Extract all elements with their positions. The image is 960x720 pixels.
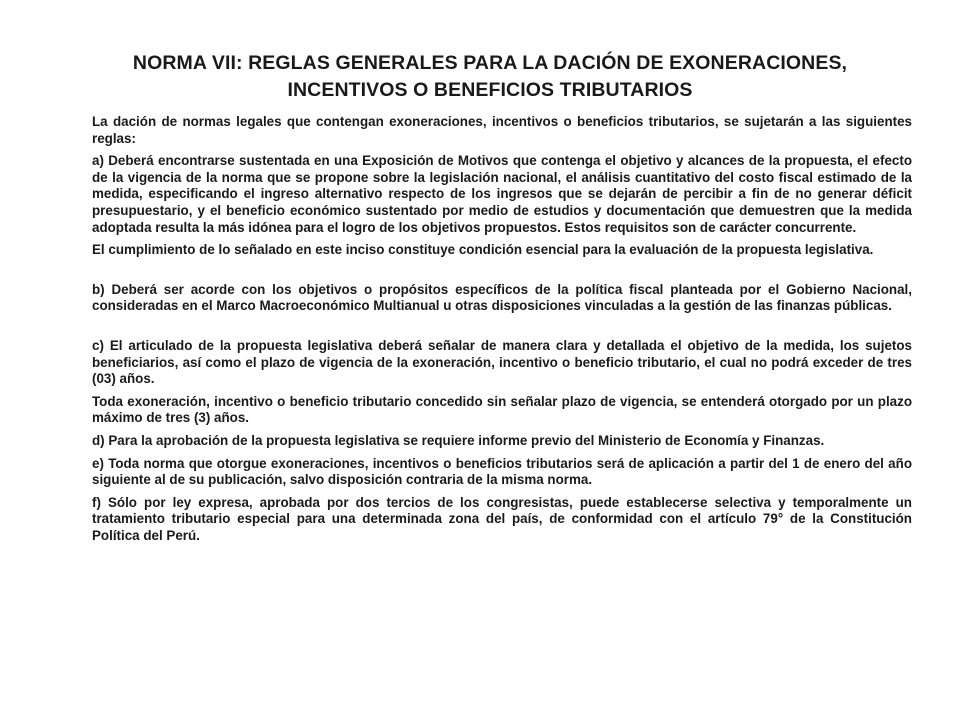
rule-a-paragraph: a) Deberá encontrarse sustentada en una Exposición de Motivos que contenga el objetivo y alcances de la propuesta, el efecto de la vigencia de la norma que se propone sobre la legislación nacional, el análisis cuantitativo del costo fiscal estimado de la medida, especificando el ingreso alternativo respecto de los ingresos que se dejarán de percibir a fin de no generar déficit presupuestario, y el beneficio económico sustentado por medio de estudios y documentación que demuestren que la medida adoptada resulta la más idónea para el logro de los objetivos propuestos. Estos requisitos son de carácter concurrente. bbox=[92, 153, 912, 235]
slide-body bbox=[92, 114, 912, 550]
rule-f-paragraph: f) Sólo por ley expresa, aprobada por dos tercios de los congresistas, puede establecerse selectiva y temporalmente un tratamiento tributario especial para una determinada zona del país, de conformidad con el artículo 79° de la Constitución Política del Perú. bbox=[92, 494, 912, 543]
rule-e-paragraph: e) Toda norma que otorgue exoneraciones, incentivos o beneficios tributarios será de aplicación a partir del 1 de enero del año siguiente al de su publicación, salvo disposición contraria de la misma norma. bbox=[92, 455, 912, 488]
intro-paragraph: La dación de normas legales que contengan exoneraciones, incentivos o beneficios tributarios, se sujetarán a las siguientes reglas: bbox=[92, 114, 912, 146]
title-line-2: INCENTIVOS O BENEFICIOS TRIBUTARIOS bbox=[287, 79, 693, 101]
rule-d-paragraph: d) Para la aprobación de la propuesta legislativa se requiere informe previo del Ministerio de Economía y Finanzas. bbox=[92, 432, 825, 448]
title-line-1: NORMA VII: REGLAS GENERALES PARA LA DACIÓN DE EXONERACIONES, bbox=[132, 52, 848, 74]
rule-c-paragraph: c) El articulado de la propuesta legislativa deberá señalar de manera clara y detallada el objetivo de la medida, los sujetos beneficiarios, así como el plazo de vigencia de la exoneración, incentivo o beneficio tributario, el cual no podrá exceder de tres (03) años. bbox=[92, 337, 912, 387]
rule-c-default-term-paragraph: Toda exoneración, incentivo o beneficio tributario concedido sin señalar plazo de vigencia, se entenderá otorgado por un plazo máximo de tres (3) años. bbox=[92, 393, 912, 426]
rule-a-condition-paragraph: El cumplimiento de lo señalado en este inciso constituye condición esencial para la evaluación de la propuesta legislativa. bbox=[92, 242, 874, 258]
rule-b-paragraph: b) Deberá ser acorde con los objetivos o propósitos específicos de la política fiscal planteada por el Gobierno Nacional, consideradas en el Marco Macroeconómico Multianual u otras disposiciones vinculadas a la gestión de las finanzas públicas. bbox=[92, 281, 912, 314]
slide-title bbox=[100, 50, 880, 104]
